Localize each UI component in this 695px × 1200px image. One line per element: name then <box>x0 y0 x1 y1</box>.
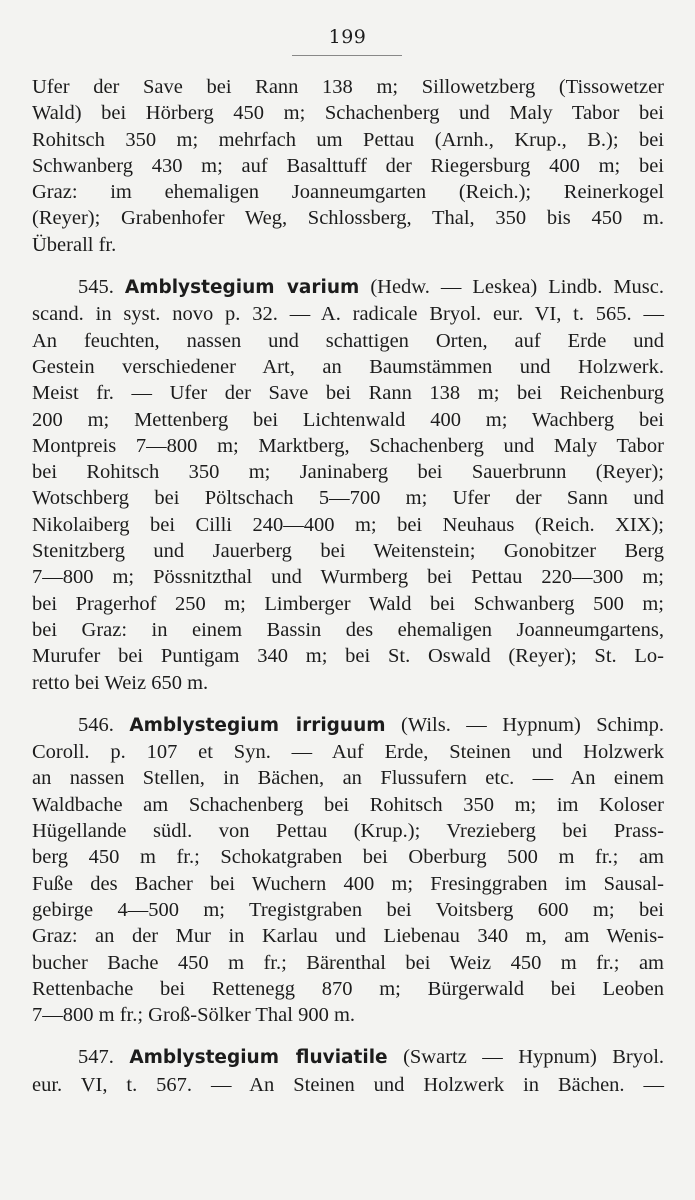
entry-number: 546. <box>78 713 114 736</box>
text-line: Rohitsch 350 m; mehrfach um Pettau (Arnh., Krup., B.); bei <box>32 128 664 151</box>
species-entry-546 <box>32 712 664 1029</box>
text-line: Graz: im ehemaligen Joanneumgarten (Reich.); Reinerkogel <box>32 181 664 204</box>
text-line: (Reyer); Grabenhofer Weg, Schlossberg, Thal, 350 bis 450 m. <box>32 207 664 230</box>
species-entry-545 <box>32 274 664 696</box>
text-line: bei Pragerhof 250 m; Limberger Wald bei Schwanberg 500 m; <box>32 592 664 615</box>
text-line: Coroll. p. 107 et Syn. — Auf Erde, Steinen und Holzwerk <box>32 741 664 764</box>
intro-paragraph <box>32 74 664 258</box>
text-line: Überall fr. <box>32 233 117 256</box>
text-line: Graz: an der Mur in Karlau und Liebenau 340 m, am Wenis- <box>32 925 664 948</box>
text-line: Rettenbache bei Rettenegg 870 m; Bürgerwald bei Leoben <box>32 977 664 1000</box>
text-line: Nikolaiberg bei Cilli 240—400 m; bei Neuhaus (Reich. XIX); <box>32 513 664 536</box>
text-line: Montpreis 7—800 m; Marktberg, Schachenberg und Maly Tabor <box>32 434 664 457</box>
species-entry-547 <box>32 1044 664 1098</box>
species-name: Amblystegium fluviatile <box>129 1047 388 1069</box>
text-line: Schwanberg 430 m; auf Basalttuff der Riegersburg 400 m; bei <box>32 154 664 177</box>
entry-heading-line <box>32 1044 664 1071</box>
entry-authority: (Hedw. — Leskea) Lindb. Musc. <box>370 276 665 299</box>
text-line: bei Rohitsch 350 m; Janinaberg bei Sauerbrunn (Reyer); <box>32 461 664 484</box>
text-line: gebirge 4—500 m; Tregistgraben bei Voitsberg 600 m; bei <box>32 898 664 921</box>
header-rule <box>292 55 402 56</box>
text-line: eur. VI, t. 567. — An Steinen und Holzwerk in Bächen. — <box>32 1073 664 1096</box>
entry-heading-line <box>32 274 664 301</box>
text-line: Stenitzberg und Jauerberg bei Weitenstein; Gonobitzer Berg <box>32 540 664 563</box>
page-body <box>32 74 664 1098</box>
text-line: An feuchten, nassen und schattigen Orten, auf Erde und <box>32 329 664 352</box>
text-line: Waldbache am Schachenberg bei Rohitsch 350 m; im Koloser <box>32 793 664 816</box>
entry-authority: (Wils. — Hypnum) Schimp. <box>401 713 665 736</box>
text-line: Fuße des Bacher bei Wuchern 400 m; Fresinggraben im Sausal- <box>32 872 664 895</box>
text-line: Murufer bei Puntigam 340 m; bei St. Oswald (Reyer); St. Lo- <box>32 645 664 668</box>
text-line: 200 m; Mettenberg bei Lichtenwald 400 m; Wachberg bei <box>32 408 664 431</box>
text-line: 7—800 m fr.; Groß-Sölker Thal 900 m. <box>32 1004 356 1027</box>
entry-number: 545. <box>78 276 114 299</box>
text-line: an nassen Stellen, in Bächen, an Flussufern etc. — An einem <box>32 767 664 790</box>
text-line: bei Graz: in einem Bassin des ehemaligen Joanneumgartens, <box>32 618 664 641</box>
text-line: Hügellande südl. von Pettau (Krup.); Vrezieberg bei Prass- <box>32 820 664 843</box>
text-line: berg 450 m fr.; Schokatgraben bei Oberburg 500 m fr.; am <box>32 846 664 869</box>
text-line: Wotschberg bei Pöltschach 5—700 m; Ufer der Sann und <box>32 487 664 510</box>
text-line: bucher Bache 450 m fr.; Bärenthal bei Weiz 450 m fr.; am <box>32 951 664 974</box>
text-line: scand. in syst. novo p. 32. — A. radicale Bryol. eur. VI, t. 565. — <box>32 303 664 326</box>
text-line: Wald) bei Hörberg 450 m; Schachenberg und Maly Tabor bei <box>32 102 664 125</box>
species-name: Amblystegium irriguum <box>129 714 386 736</box>
page-number: 199 <box>328 26 367 48</box>
entry-number: 547. <box>78 1046 114 1069</box>
text-line: Gestein verschiedener Art, an Baumstämmen und Holzwerk. <box>32 355 664 378</box>
text-line: Ufer der Save bei Rann 138 m; Sillowetzberg (Tissowetzer <box>32 76 664 98</box>
entry-authority: (Swartz — Hypnum) Bryol. <box>403 1046 665 1069</box>
entry-heading-line <box>32 712 664 739</box>
text-line: 7—800 m; Pössnitzthal und Wurmberg bei Pettau 220—300 m; <box>32 566 664 589</box>
species-name: Amblystegium varium <box>124 277 360 299</box>
text-line: Meist fr. — Ufer der Save bei Rann 138 m; bei Reichenburg <box>32 382 664 405</box>
text-line: retto bei Weiz 650 m. <box>32 671 209 694</box>
